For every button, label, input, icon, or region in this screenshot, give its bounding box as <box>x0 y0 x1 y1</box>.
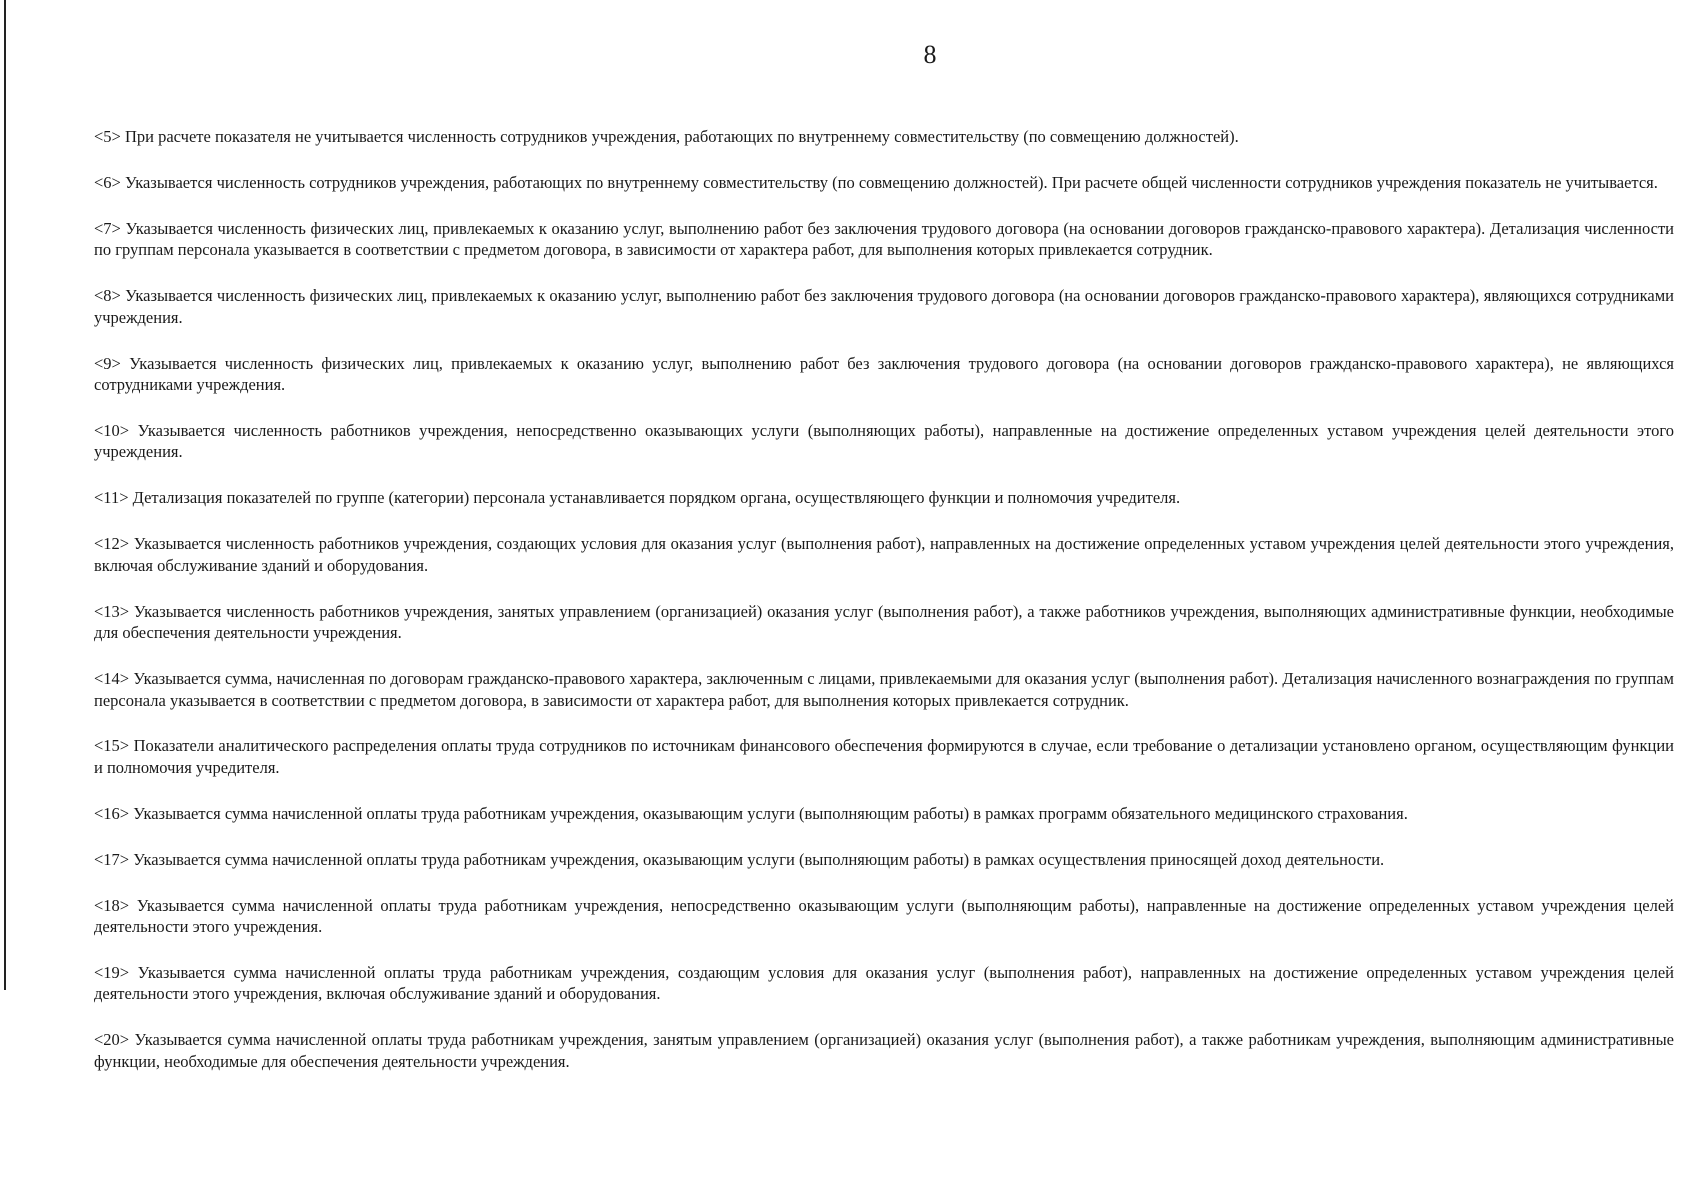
footnote-6: <6> Указывается численность сотрудников учреждения, работающих по внутреннему совместительству (по совмещению должностей). При расчете общей численности сотрудников учреждения показатель не учитывается. <box>94 172 1658 192</box>
footnote-14: <14> Указывается сумма, начисленная по договорам гражданско-правового характера, заключенным с лицами, привлекаемыми для оказания услуг (выполнения работ). Детализация начисленного вознаграждения по группам персонала указывается в соответствии с предметом договора, в зависимости от характера работ, для выполнения которых привлекается сотрудник. <box>94 669 1674 710</box>
footnote-15: <15> Показатели аналитического распределения оплаты труда сотрудников по источникам финансового обеспечения формируются в случае, если требование о детализации установлено органом, осуществляющим функции и полномочия учредителя. <box>94 736 1674 777</box>
left-margin-line <box>4 0 6 990</box>
footnote-12: <12> Указывается численность работников учреждения, создающих условия для оказания услуг (выполнения работ), направленных на достижение определенных уставом учреждения целей деятельности этого учреждения, включая обслуживание зданий и оборудования. <box>94 534 1674 575</box>
footnote-10: <10> Указывается численность работников учреждения, непосредственно оказывающих услуги (выполняющих работы), направленные на достижение определенных уставом учреждения целей деятельности этого учреждения. <box>94 420 1674 462</box>
footnote-7: <7> Указывается численность физических лиц, привлекаемых к оказанию услуг, выполнению работ без заключения трудового договора (на основании договоров гражданско-правового характера). Детализация численности по группам персонала указывается в соответствии с предметом договора, в зависимости от характера работ, для выполнения которых привлекается сотрудник. <box>94 218 1674 260</box>
footnotes-list <box>94 126 1674 1072</box>
footnote-17: <17> Указывается сумма начисленной оплаты труда работникам учреждения, оказывающим услуги (выполняющим работы) в рамках осуществления приносящей доход деятельности. <box>94 849 1385 869</box>
footnote-19: <19> Указывается сумма начисленной оплаты труда работникам учреждения, создающим условия для оказания услуг (выполнения работ), направленных на достижение определенных уставом учреждения целей деятельности этого учреждения, включая обслуживание зданий и оборудования. <box>94 962 1674 1004</box>
footnote-8: <8> Указывается численность физических лиц, привлекаемых к оказанию услуг, выполнению работ без заключения трудового договора (на основании договоров гражданско-правового характера), являющихся сотрудниками учреждения. <box>94 286 1674 327</box>
footnote-13: <13> Указывается численность работников учреждения, занятых управлением (организацией) оказания услуг (выполнения работ), а также работников учреждения, выполняющих административные функции, необходимые для обеспечения деятельности учреждения. <box>94 601 1674 643</box>
footnote-20: <20> Указывается сумма начисленной оплаты труда работникам учреждения, занятым управлением (организацией) оказания услуг (выполнения работ), а также работникам учреждения, выполняющим административные функции, необходимые для обеспечения деятельности учреждения. <box>94 1030 1674 1071</box>
footnote-18: <18> Указывается сумма начисленной оплаты труда работникам учреждения, непосредственно оказывающим услуги (выполняющим работы), направленные на достижение определенных уставом учреждения целей деятельности этого учреждения. <box>94 895 1674 937</box>
footnote-9: <9> Указывается численность физических лиц, привлекаемых к оказанию услуг, выполнению работ без заключения трудового договора (на основании договоров гражданско-правового характера), не являющихся сотрудниками учреждения. <box>94 353 1674 395</box>
page-number: 8 <box>923 40 937 69</box>
footnote-16: <16> Указывается сумма начисленной оплаты труда работникам учреждения, оказывающим услуги (выполняющим работы) в рамках программ обязательного медицинского страхования. <box>94 803 1408 823</box>
footnote-5: <5> При расчете показателя не учитывается численность сотрудников учреждения, работающих по внутреннему совместительству (по совмещению должностей). <box>94 127 1239 146</box>
footnote-11: <11> Детализация показателей по группе (категории) персонала устанавливается порядком органа, осуществляющего функции и полномочия учредителя. <box>94 488 1181 508</box>
